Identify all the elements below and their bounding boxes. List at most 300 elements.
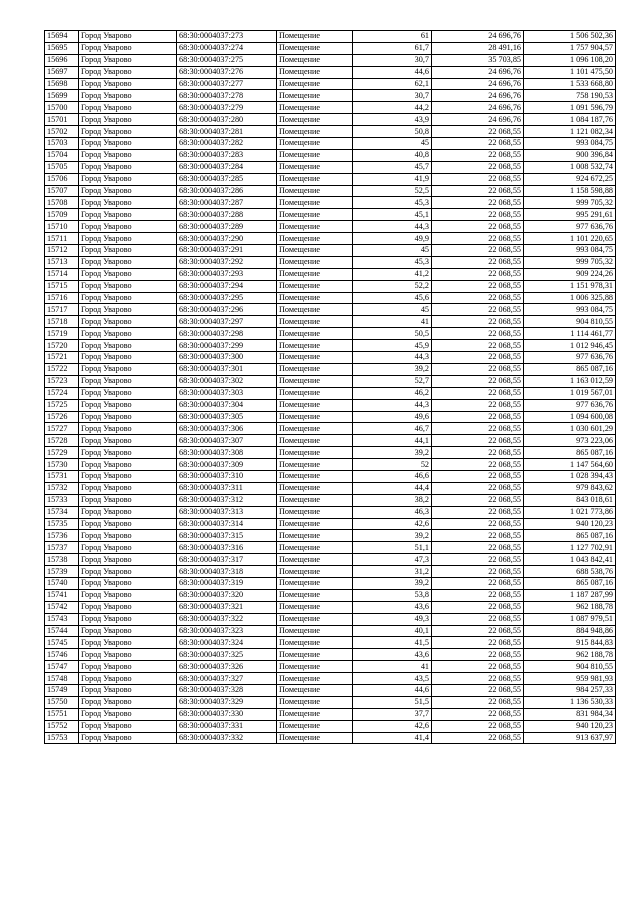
cadastral-number-cell: 68:30:0004037:328 bbox=[177, 684, 277, 696]
object-type-cell: Помещение bbox=[277, 149, 353, 161]
area-cell: 43,6 bbox=[353, 649, 432, 661]
settlement-cell: Город Уварово bbox=[79, 328, 177, 340]
specific-value-cell: 22 068,55 bbox=[432, 530, 524, 542]
settlement-cell: Город Уварово bbox=[79, 649, 177, 661]
specific-value-cell: 22 068,55 bbox=[432, 328, 524, 340]
settlement-cell: Город Уварово bbox=[79, 114, 177, 126]
row-number-cell: 15705 bbox=[45, 161, 79, 173]
table-row bbox=[45, 54, 616, 66]
area-cell: 43,9 bbox=[353, 114, 432, 126]
cadastral-value-cell: 999 705,32 bbox=[524, 197, 616, 209]
specific-value-cell: 22 068,55 bbox=[432, 245, 524, 257]
object-type-cell: Помещение bbox=[277, 601, 353, 613]
cadastral-number-cell: 68:30:0004037:301 bbox=[177, 363, 277, 375]
table-row bbox=[45, 625, 616, 637]
object-type-cell: Помещение bbox=[277, 447, 353, 459]
table-row bbox=[45, 411, 616, 423]
settlement-cell: Город Уварово bbox=[79, 459, 177, 471]
table-body bbox=[45, 31, 616, 744]
table-row bbox=[45, 661, 616, 673]
settlement-cell: Город Уварово bbox=[79, 482, 177, 494]
row-number-cell: 15732 bbox=[45, 482, 79, 494]
area-cell: 41 bbox=[353, 661, 432, 673]
cadastral-value-cell: 962 188,78 bbox=[524, 601, 616, 613]
cadastral-number-cell: 68:30:0004037:288 bbox=[177, 209, 277, 221]
row-number-cell: 15751 bbox=[45, 708, 79, 720]
table-row bbox=[45, 304, 616, 316]
area-cell: 50,5 bbox=[353, 328, 432, 340]
object-type-cell: Помещение bbox=[277, 649, 353, 661]
settlement-cell: Город Уварово bbox=[79, 126, 177, 138]
specific-value-cell: 22 068,55 bbox=[432, 256, 524, 268]
area-cell: 52,7 bbox=[353, 375, 432, 387]
specific-value-cell: 22 068,55 bbox=[432, 625, 524, 637]
table-row bbox=[45, 447, 616, 459]
cadastral-value-cell: 1 101 475,50 bbox=[524, 66, 616, 78]
table-row bbox=[45, 649, 616, 661]
area-cell: 39,2 bbox=[353, 530, 432, 542]
cadastral-value-cell: 993 084,75 bbox=[524, 138, 616, 150]
specific-value-cell: 22 068,55 bbox=[432, 280, 524, 292]
cadastral-number-cell: 68:30:0004037:283 bbox=[177, 149, 277, 161]
settlement-cell: Город Уварово bbox=[79, 613, 177, 625]
cadastral-number-cell: 68:30:0004037:317 bbox=[177, 554, 277, 566]
table-row bbox=[45, 149, 616, 161]
area-cell: 44,6 bbox=[353, 66, 432, 78]
area-cell: 45,6 bbox=[353, 292, 432, 304]
object-type-cell: Помещение bbox=[277, 625, 353, 637]
specific-value-cell: 22 068,55 bbox=[432, 149, 524, 161]
settlement-cell: Город Уварово bbox=[79, 470, 177, 482]
area-cell: 61,7 bbox=[353, 42, 432, 54]
cadastral-value-cell: 904 810,55 bbox=[524, 661, 616, 673]
table-row bbox=[45, 399, 616, 411]
object-type-cell: Помещение bbox=[277, 589, 353, 601]
cadastral-value-cell: 909 224,26 bbox=[524, 268, 616, 280]
settlement-cell: Город Уварово bbox=[79, 423, 177, 435]
cadastral-number-cell: 68:30:0004037:327 bbox=[177, 673, 277, 685]
table-row bbox=[45, 245, 616, 257]
cadastral-number-cell: 68:30:0004037:332 bbox=[177, 732, 277, 744]
object-type-cell: Помещение bbox=[277, 90, 353, 102]
table-row bbox=[45, 340, 616, 352]
cadastral-value-cell: 1 163 012,59 bbox=[524, 375, 616, 387]
cadastral-number-cell: 68:30:0004037:273 bbox=[177, 31, 277, 43]
area-cell: 42,6 bbox=[353, 518, 432, 530]
area-cell: 42,6 bbox=[353, 720, 432, 732]
table-row bbox=[45, 209, 616, 221]
cadastral-value-cell: 1 008 532,74 bbox=[524, 161, 616, 173]
cadastral-number-cell: 68:30:0004037:321 bbox=[177, 601, 277, 613]
row-number-cell: 15715 bbox=[45, 280, 79, 292]
table-row bbox=[45, 138, 616, 150]
cadastral-number-cell: 68:30:0004037:312 bbox=[177, 494, 277, 506]
specific-value-cell: 22 068,55 bbox=[432, 613, 524, 625]
cadastral-value-cell: 915 844,83 bbox=[524, 637, 616, 649]
area-cell: 43,6 bbox=[353, 601, 432, 613]
cadastral-number-cell: 68:30:0004037:316 bbox=[177, 542, 277, 554]
cadastral-number-cell: 68:30:0004037:302 bbox=[177, 375, 277, 387]
cadastral-value-cell: 924 672,25 bbox=[524, 173, 616, 185]
row-number-cell: 15741 bbox=[45, 589, 79, 601]
area-cell: 43,5 bbox=[353, 673, 432, 685]
area-cell: 50,8 bbox=[353, 126, 432, 138]
row-number-cell: 15722 bbox=[45, 363, 79, 375]
settlement-cell: Город Уварово bbox=[79, 233, 177, 245]
cadastral-number-cell: 68:30:0004037:311 bbox=[177, 482, 277, 494]
settlement-cell: Город Уварово bbox=[79, 102, 177, 114]
area-cell: 49,9 bbox=[353, 233, 432, 245]
cadastral-value-cell: 865 087,16 bbox=[524, 447, 616, 459]
specific-value-cell: 22 068,55 bbox=[432, 696, 524, 708]
specific-value-cell: 22 068,55 bbox=[432, 185, 524, 197]
row-number-cell: 15753 bbox=[45, 732, 79, 744]
row-number-cell: 15729 bbox=[45, 447, 79, 459]
row-number-cell: 15739 bbox=[45, 566, 79, 578]
cadastral-value-cell: 865 087,16 bbox=[524, 577, 616, 589]
table-row bbox=[45, 161, 616, 173]
settlement-cell: Город Уварово bbox=[79, 66, 177, 78]
cadastral-value-cell: 1 087 979,51 bbox=[524, 613, 616, 625]
cadastral-number-cell: 68:30:0004037:331 bbox=[177, 720, 277, 732]
object-type-cell: Помещение bbox=[277, 292, 353, 304]
object-type-cell: Помещение bbox=[277, 114, 353, 126]
specific-value-cell: 22 068,55 bbox=[432, 340, 524, 352]
cadastral-number-cell: 68:30:0004037:286 bbox=[177, 185, 277, 197]
settlement-cell: Город Уварово bbox=[79, 708, 177, 720]
cadastral-number-cell: 68:30:0004037:287 bbox=[177, 197, 277, 209]
row-number-cell: 15749 bbox=[45, 684, 79, 696]
specific-value-cell: 22 068,55 bbox=[432, 708, 524, 720]
area-cell: 40,8 bbox=[353, 149, 432, 161]
settlement-cell: Город Уварово bbox=[79, 256, 177, 268]
object-type-cell: Помещение bbox=[277, 399, 353, 411]
settlement-cell: Город Уварово bbox=[79, 435, 177, 447]
specific-value-cell: 22 068,55 bbox=[432, 197, 524, 209]
row-number-cell: 15706 bbox=[45, 173, 79, 185]
specific-value-cell: 22 068,55 bbox=[432, 542, 524, 554]
cadastral-number-cell: 68:30:0004037:318 bbox=[177, 566, 277, 578]
specific-value-cell: 22 068,55 bbox=[432, 482, 524, 494]
cadastral-value-cell: 1 187 287,99 bbox=[524, 589, 616, 601]
table-row bbox=[45, 90, 616, 102]
area-cell: 44,3 bbox=[353, 352, 432, 364]
object-type-cell: Помещение bbox=[277, 42, 353, 54]
cadastral-value-cell: 993 084,75 bbox=[524, 304, 616, 316]
cadastral-value-cell: 1 757 904,57 bbox=[524, 42, 616, 54]
settlement-cell: Город Уварово bbox=[79, 221, 177, 233]
specific-value-cell: 24 696,76 bbox=[432, 114, 524, 126]
row-number-cell: 15728 bbox=[45, 435, 79, 447]
cadastral-number-cell: 68:30:0004037:281 bbox=[177, 126, 277, 138]
object-type-cell: Помещение bbox=[277, 459, 353, 471]
object-type-cell: Помещение bbox=[277, 31, 353, 43]
table-row bbox=[45, 352, 616, 364]
area-cell: 41,2 bbox=[353, 268, 432, 280]
object-type-cell: Помещение bbox=[277, 304, 353, 316]
settlement-cell: Город Уварово bbox=[79, 292, 177, 304]
table-row bbox=[45, 601, 616, 613]
row-number-cell: 15702 bbox=[45, 126, 79, 138]
table-row bbox=[45, 542, 616, 554]
cadastral-value-cell: 995 291,61 bbox=[524, 209, 616, 221]
row-number-cell: 15713 bbox=[45, 256, 79, 268]
cadastral-number-cell: 68:30:0004037:298 bbox=[177, 328, 277, 340]
object-type-cell: Помещение bbox=[277, 506, 353, 518]
row-number-cell: 15707 bbox=[45, 185, 79, 197]
row-number-cell: 15734 bbox=[45, 506, 79, 518]
cadastral-value-cell: 1 028 394,43 bbox=[524, 470, 616, 482]
object-type-cell: Помещение bbox=[277, 673, 353, 685]
cadastral-number-cell: 68:30:0004037:304 bbox=[177, 399, 277, 411]
area-cell: 51,1 bbox=[353, 542, 432, 554]
cadastral-value-cell: 977 636,76 bbox=[524, 221, 616, 233]
settlement-cell: Город Уварово bbox=[79, 518, 177, 530]
area-cell: 31,2 bbox=[353, 566, 432, 578]
specific-value-cell: 22 068,55 bbox=[432, 494, 524, 506]
cadastral-number-cell: 68:30:0004037:320 bbox=[177, 589, 277, 601]
row-number-cell: 15696 bbox=[45, 54, 79, 66]
object-type-cell: Помещение bbox=[277, 197, 353, 209]
area-cell: 45,7 bbox=[353, 161, 432, 173]
cadastral-value-cell: 999 705,32 bbox=[524, 256, 616, 268]
specific-value-cell: 28 491,16 bbox=[432, 42, 524, 54]
object-type-cell: Помещение bbox=[277, 554, 353, 566]
specific-value-cell: 22 068,55 bbox=[432, 684, 524, 696]
row-number-cell: 15733 bbox=[45, 494, 79, 506]
cadastral-number-cell: 68:30:0004037:293 bbox=[177, 268, 277, 280]
object-type-cell: Помещение bbox=[277, 328, 353, 340]
specific-value-cell: 24 696,76 bbox=[432, 102, 524, 114]
cadastral-number-cell: 68:30:0004037:276 bbox=[177, 66, 277, 78]
settlement-cell: Город Уварово bbox=[79, 138, 177, 150]
area-cell: 45,1 bbox=[353, 209, 432, 221]
row-number-cell: 15698 bbox=[45, 78, 79, 90]
specific-value-cell: 22 068,55 bbox=[432, 589, 524, 601]
row-number-cell: 15752 bbox=[45, 720, 79, 732]
table-row bbox=[45, 554, 616, 566]
row-number-cell: 15704 bbox=[45, 149, 79, 161]
object-type-cell: Помещение bbox=[277, 542, 353, 554]
table-row bbox=[45, 185, 616, 197]
settlement-cell: Город Уварово bbox=[79, 185, 177, 197]
object-type-cell: Помещение bbox=[277, 316, 353, 328]
cadastral-value-cell: 993 084,75 bbox=[524, 245, 616, 257]
settlement-cell: Город Уварово bbox=[79, 375, 177, 387]
specific-value-cell: 22 068,55 bbox=[432, 352, 524, 364]
area-cell: 37,7 bbox=[353, 708, 432, 720]
object-type-cell: Помещение bbox=[277, 185, 353, 197]
specific-value-cell: 22 068,55 bbox=[432, 447, 524, 459]
cadastral-number-cell: 68:30:0004037:303 bbox=[177, 387, 277, 399]
table-row bbox=[45, 423, 616, 435]
cadastral-value-cell: 1 121 082,34 bbox=[524, 126, 616, 138]
cadastral-number-cell: 68:30:0004037:282 bbox=[177, 138, 277, 150]
cadastral-number-cell: 68:30:0004037:326 bbox=[177, 661, 277, 673]
table-row bbox=[45, 173, 616, 185]
settlement-cell: Город Уварово bbox=[79, 589, 177, 601]
row-number-cell: 15735 bbox=[45, 518, 79, 530]
settlement-cell: Город Уварово bbox=[79, 696, 177, 708]
area-cell: 46,3 bbox=[353, 506, 432, 518]
settlement-cell: Город Уварово bbox=[79, 506, 177, 518]
cadastral-value-cell: 973 223,06 bbox=[524, 435, 616, 447]
specific-value-cell: 22 068,55 bbox=[432, 459, 524, 471]
object-type-cell: Помещение bbox=[277, 126, 353, 138]
specific-value-cell: 22 068,55 bbox=[432, 673, 524, 685]
cadastral-number-cell: 68:30:0004037:324 bbox=[177, 637, 277, 649]
object-type-cell: Помещение bbox=[277, 613, 353, 625]
cadastral-number-cell: 68:30:0004037:306 bbox=[177, 423, 277, 435]
row-number-cell: 15709 bbox=[45, 209, 79, 221]
object-type-cell: Помещение bbox=[277, 268, 353, 280]
cadastral-number-cell: 68:30:0004037:308 bbox=[177, 447, 277, 459]
object-type-cell: Помещение bbox=[277, 423, 353, 435]
cadastral-value-cell: 1 091 596,79 bbox=[524, 102, 616, 114]
cadastral-number-cell: 68:30:0004037:309 bbox=[177, 459, 277, 471]
settlement-cell: Город Уварово bbox=[79, 304, 177, 316]
cadastral-number-cell: 68:30:0004037:323 bbox=[177, 625, 277, 637]
table-row bbox=[45, 494, 616, 506]
settlement-cell: Город Уварово bbox=[79, 245, 177, 257]
row-number-cell: 15714 bbox=[45, 268, 79, 280]
area-cell: 30,7 bbox=[353, 90, 432, 102]
area-cell: 47,3 bbox=[353, 554, 432, 566]
table-row bbox=[45, 577, 616, 589]
settlement-cell: Город Уварово bbox=[79, 31, 177, 43]
row-number-cell: 15738 bbox=[45, 554, 79, 566]
specific-value-cell: 22 068,55 bbox=[432, 161, 524, 173]
specific-value-cell: 22 068,55 bbox=[432, 554, 524, 566]
specific-value-cell: 22 068,55 bbox=[432, 661, 524, 673]
specific-value-cell: 22 068,55 bbox=[432, 411, 524, 423]
object-type-cell: Помещение bbox=[277, 637, 353, 649]
area-cell: 45 bbox=[353, 304, 432, 316]
object-type-cell: Помещение bbox=[277, 684, 353, 696]
row-number-cell: 15710 bbox=[45, 221, 79, 233]
settlement-cell: Город Уварово bbox=[79, 720, 177, 732]
object-type-cell: Помещение bbox=[277, 375, 353, 387]
settlement-cell: Город Уварово bbox=[79, 601, 177, 613]
cadastral-value-cell: 884 948,86 bbox=[524, 625, 616, 637]
area-cell: 46,2 bbox=[353, 387, 432, 399]
specific-value-cell: 22 068,55 bbox=[432, 601, 524, 613]
area-cell: 52,5 bbox=[353, 185, 432, 197]
object-type-cell: Помещение bbox=[277, 720, 353, 732]
specific-value-cell: 22 068,55 bbox=[432, 138, 524, 150]
specific-value-cell: 22 068,55 bbox=[432, 375, 524, 387]
settlement-cell: Город Уварово bbox=[79, 673, 177, 685]
specific-value-cell: 22 068,55 bbox=[432, 268, 524, 280]
table-row bbox=[45, 126, 616, 138]
row-number-cell: 15708 bbox=[45, 197, 79, 209]
area-cell: 44,4 bbox=[353, 482, 432, 494]
cadastral-value-cell: 1 084 187,76 bbox=[524, 114, 616, 126]
specific-value-cell: 22 068,55 bbox=[432, 292, 524, 304]
settlement-cell: Город Уварово bbox=[79, 399, 177, 411]
table-row bbox=[45, 387, 616, 399]
settlement-cell: Город Уварово bbox=[79, 54, 177, 66]
table-row bbox=[45, 673, 616, 685]
cadastral-number-cell: 68:30:0004037:285 bbox=[177, 173, 277, 185]
cadastral-value-cell: 962 188,78 bbox=[524, 649, 616, 661]
specific-value-cell: 22 068,55 bbox=[432, 649, 524, 661]
object-type-cell: Помещение bbox=[277, 221, 353, 233]
settlement-cell: Город Уварово bbox=[79, 625, 177, 637]
table-row bbox=[45, 268, 616, 280]
table-row bbox=[45, 530, 616, 542]
cadastral-value-cell: 979 843,62 bbox=[524, 482, 616, 494]
cadastral-value-cell: 1 127 702,91 bbox=[524, 542, 616, 554]
cadastral-value-table bbox=[44, 30, 616, 744]
cadastral-value-cell: 900 396,84 bbox=[524, 149, 616, 161]
cadastral-value-cell: 1 114 461,77 bbox=[524, 328, 616, 340]
object-type-cell: Помещение bbox=[277, 256, 353, 268]
cadastral-number-cell: 68:30:0004037:274 bbox=[177, 42, 277, 54]
row-number-cell: 15703 bbox=[45, 138, 79, 150]
table-row bbox=[45, 684, 616, 696]
object-type-cell: Помещение bbox=[277, 102, 353, 114]
table-row bbox=[45, 78, 616, 90]
cadastral-value-cell: 1 158 598,88 bbox=[524, 185, 616, 197]
row-number-cell: 15743 bbox=[45, 613, 79, 625]
settlement-cell: Город Уварово bbox=[79, 268, 177, 280]
settlement-cell: Город Уварово bbox=[79, 387, 177, 399]
cadastral-number-cell: 68:30:0004037:297 bbox=[177, 316, 277, 328]
table-row bbox=[45, 233, 616, 245]
table-row bbox=[45, 375, 616, 387]
object-type-cell: Помещение bbox=[277, 518, 353, 530]
area-cell: 41,4 bbox=[353, 732, 432, 744]
cadastral-number-cell: 68:30:0004037:299 bbox=[177, 340, 277, 352]
cadastral-number-cell: 68:30:0004037:300 bbox=[177, 352, 277, 364]
cadastral-value-cell: 940 120,23 bbox=[524, 518, 616, 530]
object-type-cell: Помещение bbox=[277, 54, 353, 66]
specific-value-cell: 24 696,76 bbox=[432, 78, 524, 90]
cadastral-number-cell: 68:30:0004037:295 bbox=[177, 292, 277, 304]
row-number-cell: 15746 bbox=[45, 649, 79, 661]
specific-value-cell: 22 068,55 bbox=[432, 209, 524, 221]
specific-value-cell: 22 068,55 bbox=[432, 304, 524, 316]
table-row bbox=[45, 31, 616, 43]
cadastral-number-cell: 68:30:0004037:310 bbox=[177, 470, 277, 482]
area-cell: 41,9 bbox=[353, 173, 432, 185]
settlement-cell: Город Уварово bbox=[79, 577, 177, 589]
cadastral-number-cell: 68:30:0004037:279 bbox=[177, 102, 277, 114]
row-number-cell: 15721 bbox=[45, 352, 79, 364]
area-cell: 44,3 bbox=[353, 221, 432, 233]
cadastral-value-cell: 1 006 325,88 bbox=[524, 292, 616, 304]
cadastral-number-cell: 68:30:0004037:305 bbox=[177, 411, 277, 423]
object-type-cell: Помещение bbox=[277, 661, 353, 673]
row-number-cell: 15747 bbox=[45, 661, 79, 673]
table-row bbox=[45, 637, 616, 649]
specific-value-cell: 22 068,55 bbox=[432, 399, 524, 411]
cadastral-value-cell: 865 087,16 bbox=[524, 363, 616, 375]
settlement-cell: Город Уварово bbox=[79, 90, 177, 102]
table-row bbox=[45, 435, 616, 447]
table-row bbox=[45, 696, 616, 708]
cadastral-number-cell: 68:30:0004037:280 bbox=[177, 114, 277, 126]
row-number-cell: 15750 bbox=[45, 696, 79, 708]
area-cell: 62,1 bbox=[353, 78, 432, 90]
specific-value-cell: 22 068,55 bbox=[432, 518, 524, 530]
row-number-cell: 15744 bbox=[45, 625, 79, 637]
settlement-cell: Город Уварово bbox=[79, 280, 177, 292]
cadastral-value-cell: 959 981,93 bbox=[524, 673, 616, 685]
area-cell: 30,7 bbox=[353, 54, 432, 66]
settlement-cell: Город Уварово bbox=[79, 149, 177, 161]
